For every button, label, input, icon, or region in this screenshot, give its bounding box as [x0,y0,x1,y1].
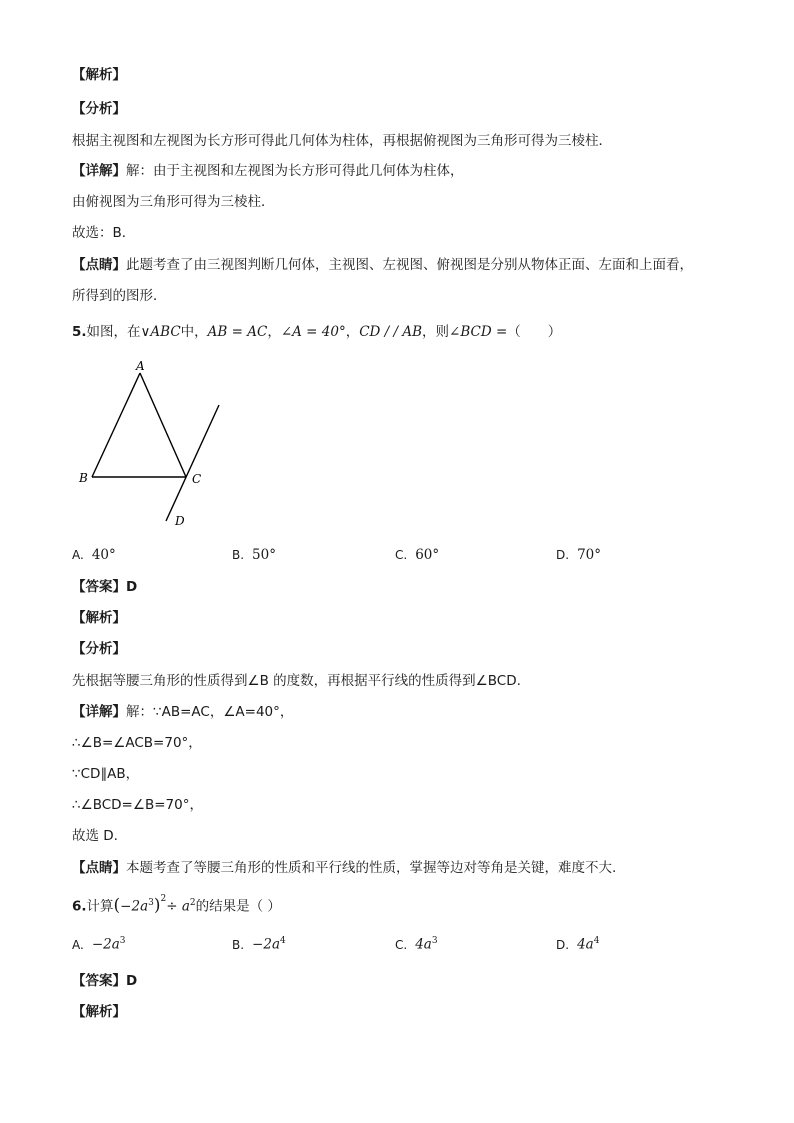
separator: ， [345,324,360,340]
reasoning-text: 根据主视图和左视图为长方形可得此几何体为柱体，再根据俯视图为三角形可得为三棱柱． [72,133,612,149]
option-letter: B. [232,937,245,952]
option-letter: D. [556,937,570,952]
option-exponent: 4 [280,936,286,946]
solution-step-3: ∴∠BCD=∠B=70°， [72,797,203,813]
option-value: 70° [577,547,601,563]
option-letter: C. [395,937,408,952]
stem-part: ，则 [422,324,450,340]
outer-exponent: 2 [160,894,167,904]
label-c: C [192,472,202,486]
option-a[interactable] [72,936,126,953]
stem-part: 如图，在 [86,324,141,340]
option-a[interactable] [72,547,116,563]
option-b[interactable] [232,547,276,563]
answer-line [72,578,137,596]
option-d[interactable] [556,936,599,953]
open-paren: ( [113,895,121,916]
option-letter: D. [556,548,570,562]
comment-line-2: 所得到的图形． [72,288,167,304]
stem-part: 计算 [86,898,114,915]
analysis-header: 【解析】 [72,610,126,626]
comment-text: 本题考查了等腰三角形的性质和平行线的性质，掌握等边对等角是关键，难度不大. [126,860,617,876]
answer-choice-line: 故选：B． [72,225,136,241]
option-c[interactable] [395,547,439,563]
option-letter: C. [395,548,408,562]
reasoning-text: 先根据等腰三角形的性质得到∠B 的度数，再根据平行线的性质得到∠BCD. [72,673,521,689]
answer-value: D [126,579,138,595]
triangle-figure [70,355,240,535]
inner-exponent: 3 [148,898,154,908]
option-exponent: 3 [119,936,126,946]
analysis-header: 【解析】 [72,67,126,83]
reasoning-header: 【分析】 [72,101,126,117]
divide-exponent: 2 [189,898,196,908]
solution-line [72,162,464,180]
condition-parallel: CD / / AB [359,324,423,340]
label-a: A [136,359,145,373]
option-exponent: 3 [431,936,438,946]
option-letter: A. [72,548,84,562]
answer-header: 【答案】 [72,579,126,595]
stem-part: 的结果是（ ） [195,898,281,915]
option-value: 50° [252,547,276,563]
option-exponent: 4 [593,936,600,946]
option-base: 4a [415,936,432,953]
solution-text: 解：∵AB=AC，∠A=40°， [126,704,294,720]
inner-base: −2a [120,898,149,915]
label-b: B [79,471,88,485]
answer-value: D [126,973,138,989]
comment-header: 【点睛】 [72,860,126,876]
option-c[interactable] [395,936,438,953]
solution-header: 【详解】 [72,704,126,720]
solution-step-2: ∵CD∥AB， [72,766,140,782]
question-number: 5. [72,324,87,340]
option-value: 40° [91,547,116,563]
divide-term: ÷ a [166,898,190,915]
option-letter: A. [72,937,84,952]
question-number: 6. [72,898,87,915]
reasoning-header: 【分析】 [72,641,126,657]
condition-angle-a: ∠A = 40° [280,324,346,340]
stem-part: 中， [180,324,208,340]
solution-header: 【详解】 [72,163,126,179]
comment-line [72,859,616,877]
option-d[interactable] [556,547,601,563]
label-d: D [175,514,185,528]
answer-header: 【答案】 [72,973,126,989]
question-5-stem [72,323,561,341]
answer-paren: （ ） [507,324,562,340]
option-base: −2a [252,936,280,953]
comment-line [72,256,693,274]
target-angle: ∠BCD = [449,324,508,340]
line-cd [166,405,219,521]
conclusion-line: 故选 D. [72,828,118,844]
option-letter: B. [232,548,245,562]
solution-text: 解：由于主视图和左视图为长方形可得此几何体为柱体， [126,163,464,179]
segment-ab [92,373,140,477]
option-base: 4a [577,936,594,953]
solution-line-2: 由俯视图为三角形可得为三棱柱． [72,194,275,210]
comment-header: 【点睛】 [72,257,126,273]
close-paren: ) [153,895,161,916]
analysis-header: 【解析】 [72,1004,126,1020]
segment-ac [140,373,186,477]
option-value: 60° [415,547,440,563]
condition-ab-ac: AB = AC [207,324,268,340]
solution-line [72,703,293,721]
answer-line [72,972,137,990]
option-base: −2a [91,936,120,953]
question-6-stem [72,894,281,916]
option-b[interactable] [232,936,286,953]
comment-text: 此题考查了由三视图判断几何体，主视图、左视图、俯视图是分别从物体正面、左面和上面看， [126,257,693,273]
triangle-symbol: ∨ABC [140,324,181,340]
separator: ， [267,324,281,340]
solution-step-1: ∴∠B=∠ACB=70°， [72,735,202,751]
